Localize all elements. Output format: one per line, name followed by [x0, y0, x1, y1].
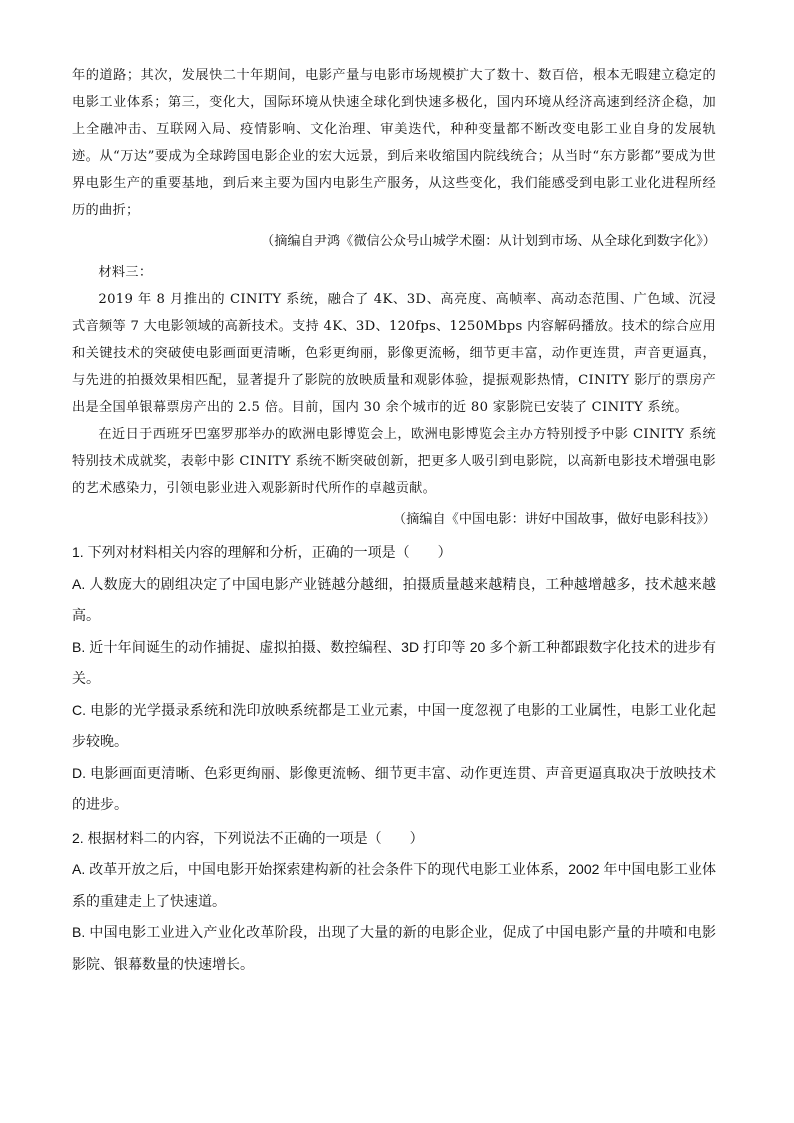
option-c: C. 电影的光学摄录系统和洗印放映系统都是工业元素，中国一度忽视了电影的工业属性，电影工业化起步较晚。 — [72, 701, 716, 749]
material3-title: 材料三： — [98, 265, 153, 280]
material2-citation: （摘编自尹鸿《微信公众号山城学术圈：从计划到市场、从全球化到数字化》） — [261, 234, 716, 249]
question-stem: 1. 下列对材料相关内容的理解和分析，正确的一项是（ ） — [72, 544, 452, 560]
option-d: D. 电影画面更清晰、色彩更绚丽、影像更流畅、细节更丰富、动作更连贯、声音更逼真取决于放映技术的进步。 — [72, 764, 716, 812]
question-stem: 2. 根据材料二的内容，下列说法不正确的一项是（ ） — [72, 829, 424, 846]
material2-tail-paragraph: 年的道路；其次，发展快二十年期间，电影产量与电影市场规模扩大了数十、数百倍，根本无暇建立稳定的电影工业体系；第三，变化大，国际环境从快速全球化到快速多极化，国内环境从经济高速到经济企稳，加上全融冲击、互联网入局、疫情影响、文化治理、审美迭代，种种变量都不断改变电影工业自身的发展轨迹。从“万达”要成为全球跨国电影企业的宏大远景，到后来收缩国内院线统合；从当时“东方影都”要成为世界电影生产的重要基地，到后来主要为国内电影生产服务，从这些变化，我们能感受到电影工业化进程所经历的曲折； — [72, 68, 716, 218]
question-2 — [72, 823, 716, 981]
material3-paragraph-2: 在近日于西班牙巴塞罗那举办的欧洲电影博览会上，欧洲电影博览会主办方特别授予中影 CINITY 系统特别技术成就奖，表彰中影 CINITY 系统不断突破创新，把更多人吸引到电影院，以高新电影技术增强电影的艺术感染力，引领电影业进入观影新时代所作的卓越贡献。 — [72, 427, 716, 496]
option-b: B. 中国电影工业进入产业化改革阶段，出现了大量的新的电影企业，促成了中国电影产量的井喷和电影影院、银幕数量的快速增长。 — [72, 924, 716, 972]
option-a: A. 人数庞大的剧组决定了中国电影产业链越分越细，拍摄质量越来越精良，工种越增越多，技术越来越高。 — [72, 575, 716, 623]
material3-citation: （摘编自《中国电影：讲好中国故事，做好电影科技》） — [392, 512, 716, 527]
option-b: B. 近十年间诞生的动作捕捉、虚拟拍摄、数控编程、3D 打印等 20 多个新工种都跟数字化技术的进步有关。 — [72, 638, 716, 686]
document-body — [72, 62, 716, 980]
option-a: A. 改革开放之后，中国电影开始探索建构新的社会条件下的现代电影工业体系，2002 年中国电影工业体系的重建走上了快速道。 — [72, 861, 716, 909]
question-1 — [72, 537, 716, 821]
material3-paragraph-1: 2019 年 8 月推出的 CINITY 系统，融合了 4K、3D、高亮度、高帧率、高动态范围、广色域、沉浸式音频等 7 大电影领域的高新技术。支持 4K、3D、120fps、1250Mbps 内容解码播放。技术的综合应用和关键技术的突破使电影画面更清晰，色彩更绚丽，影像更流畅，细节更丰富，动作更连贯，声音更逼真，与先进的拍摄效果相匹配，显著提升了影院的放映质量和观影体验，提振观影热情，CINITY 影厅的票房产出是全国单银幕票房产出的 2.5 倍。目前，国内 30 余个城市的近 80 家影院已安装了 CINITY 系统。 — [72, 292, 716, 415]
